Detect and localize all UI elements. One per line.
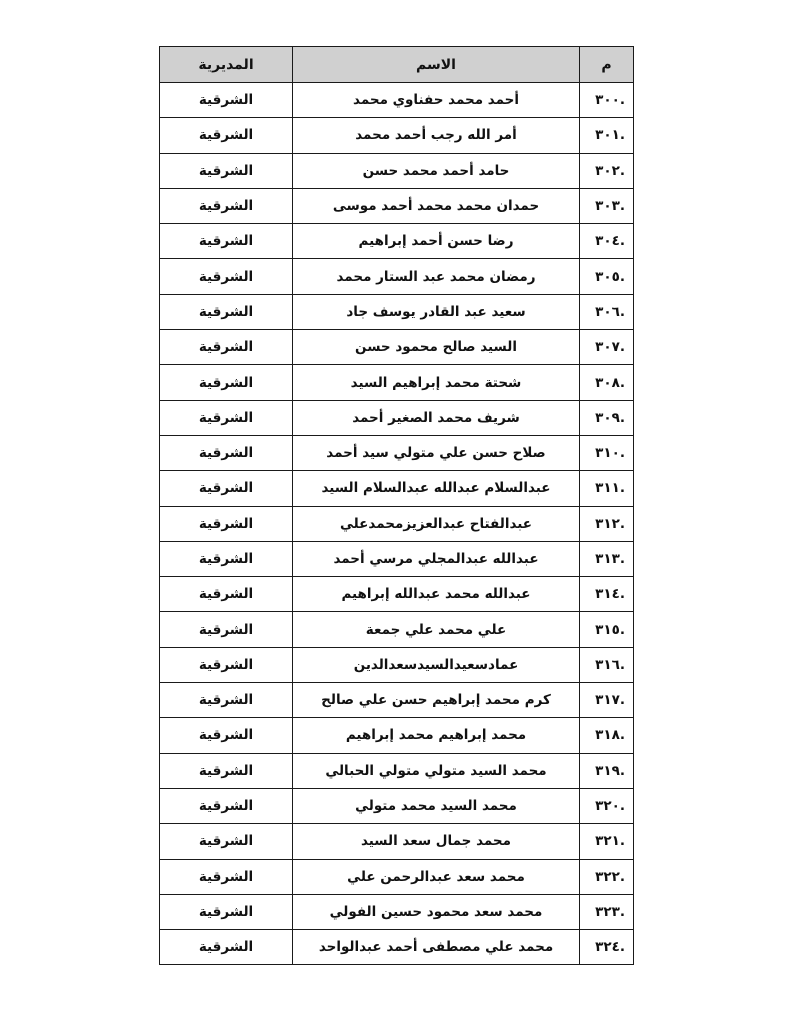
row-number: .٣٠٦ <box>580 294 634 329</box>
table-row <box>160 259 634 294</box>
row-directorate: الشرقية <box>160 894 293 929</box>
row-directorate: الشرقية <box>160 294 293 329</box>
row-directorate: الشرقية <box>160 224 293 259</box>
table-row <box>160 788 634 823</box>
row-number: .٣٠٩ <box>580 400 634 435</box>
row-name: كرم محمد إبراهيم حسن علي صالح <box>293 683 580 718</box>
row-number: .٣٠٣ <box>580 188 634 223</box>
table-row <box>160 294 634 329</box>
table-row <box>160 894 634 929</box>
table-row <box>160 365 634 400</box>
table-row <box>160 330 634 365</box>
row-directorate: الشرقية <box>160 930 293 965</box>
table-row <box>160 930 634 965</box>
row-name: عبدالله محمد عبدالله إبراهيم <box>293 577 580 612</box>
row-name: أحمد محمد حفناوي محمد <box>293 83 580 118</box>
row-number: .٣١٧ <box>580 683 634 718</box>
row-name: محمد السيد محمد متولي <box>293 788 580 823</box>
row-name: عبدالله عبدالمجلي مرسي أحمد <box>293 541 580 576</box>
table-row <box>160 824 634 859</box>
row-directorate: الشرقية <box>160 541 293 576</box>
row-number: .٣٢٤ <box>580 930 634 965</box>
row-directorate: الشرقية <box>160 83 293 118</box>
row-name: حامد أحمد محمد حسن <box>293 153 580 188</box>
row-number: .٣٢٣ <box>580 894 634 929</box>
row-name: محمد سعد محمود حسين الفولي <box>293 894 580 929</box>
table-row <box>160 435 634 470</box>
row-number: .٣٠٠ <box>580 83 634 118</box>
row-number: .٣١٦ <box>580 647 634 682</box>
row-number: .٣١٠ <box>580 435 634 470</box>
row-name: محمد جمال سعد السيد <box>293 824 580 859</box>
header-number: م <box>580 47 634 83</box>
row-directorate: الشرقية <box>160 577 293 612</box>
row-number: .٣٠٨ <box>580 365 634 400</box>
table-row <box>160 718 634 753</box>
header-row <box>160 47 634 83</box>
row-directorate: الشرقية <box>160 400 293 435</box>
row-name: محمد سعد عبدالرحمن علي <box>293 859 580 894</box>
table-row <box>160 153 634 188</box>
row-number: .٣١٢ <box>580 506 634 541</box>
row-directorate: الشرقية <box>160 612 293 647</box>
row-name: محمد علي مصطفى أحمد عبدالواحد <box>293 930 580 965</box>
table-row <box>160 506 634 541</box>
row-number: .٣١٩ <box>580 753 634 788</box>
row-directorate: الشرقية <box>160 365 293 400</box>
table-row <box>160 471 634 506</box>
row-number: .٣٠٥ <box>580 259 634 294</box>
table-row <box>160 612 634 647</box>
row-directorate: الشرقية <box>160 788 293 823</box>
table-row <box>160 188 634 223</box>
row-number: .٣٠٤ <box>580 224 634 259</box>
row-name: أمر الله رجب أحمد محمد <box>293 118 580 153</box>
row-number: .٣٠٧ <box>580 330 634 365</box>
table-row <box>160 859 634 894</box>
table-row <box>160 400 634 435</box>
row-name: السيد صالح محمود حسن <box>293 330 580 365</box>
table-header <box>160 47 634 83</box>
table-body <box>160 83 634 965</box>
row-name: عبدالفتاح عبدالعزيزمحمدعلي <box>293 506 580 541</box>
row-name: عبدالسلام عبدالله عبدالسلام السيد <box>293 471 580 506</box>
row-directorate: الشرقية <box>160 259 293 294</box>
table-row <box>160 577 634 612</box>
row-name: رضا حسن أحمد إبراهيم <box>293 224 580 259</box>
row-number: .٣٢١ <box>580 824 634 859</box>
row-number: .٣٠١ <box>580 118 634 153</box>
row-directorate: الشرقية <box>160 330 293 365</box>
row-directorate: الشرقية <box>160 188 293 223</box>
row-name: سعيد عبد القادر يوسف جاد <box>293 294 580 329</box>
row-number: .٣١١ <box>580 471 634 506</box>
row-directorate: الشرقية <box>160 859 293 894</box>
row-name: محمد السيد متولي متولي الحبالي <box>293 753 580 788</box>
table-row <box>160 753 634 788</box>
row-number: .٣١٨ <box>580 718 634 753</box>
row-name: شحتة محمد إبراهيم السيد <box>293 365 580 400</box>
row-name: محمد إبراهيم محمد إبراهيم <box>293 718 580 753</box>
table-row <box>160 118 634 153</box>
row-name: شريف محمد الصغير أحمد <box>293 400 580 435</box>
header-name: الاسم <box>293 47 580 83</box>
row-directorate: الشرقية <box>160 506 293 541</box>
row-directorate: الشرقية <box>160 824 293 859</box>
row-directorate: الشرقية <box>160 153 293 188</box>
row-name: علي محمد علي جمعة <box>293 612 580 647</box>
table-row <box>160 683 634 718</box>
row-directorate: الشرقية <box>160 753 293 788</box>
row-directorate: الشرقية <box>160 647 293 682</box>
row-name: عمادسعيدالسيدسعدالدين <box>293 647 580 682</box>
row-directorate: الشرقية <box>160 471 293 506</box>
row-directorate: الشرقية <box>160 718 293 753</box>
row-directorate: الشرقية <box>160 118 293 153</box>
table-row <box>160 541 634 576</box>
table-row <box>160 83 634 118</box>
row-number: .٣٢٠ <box>580 788 634 823</box>
row-number: .٣٢٢ <box>580 859 634 894</box>
names-table <box>159 46 634 965</box>
row-directorate: الشرقية <box>160 435 293 470</box>
table-row <box>160 224 634 259</box>
table-row <box>160 647 634 682</box>
row-name: صلاح حسن علي متولي سيد أحمد <box>293 435 580 470</box>
row-name: حمدان محمد محمد أحمد موسى <box>293 188 580 223</box>
row-number: .٣٠٢ <box>580 153 634 188</box>
header-directorate: المديرية <box>160 47 293 83</box>
row-directorate: الشرقية <box>160 683 293 718</box>
row-name: رمضان محمد عبد الستار محمد <box>293 259 580 294</box>
row-number: .٣١٥ <box>580 612 634 647</box>
row-number: .٣١٤ <box>580 577 634 612</box>
row-number: .٣١٣ <box>580 541 634 576</box>
